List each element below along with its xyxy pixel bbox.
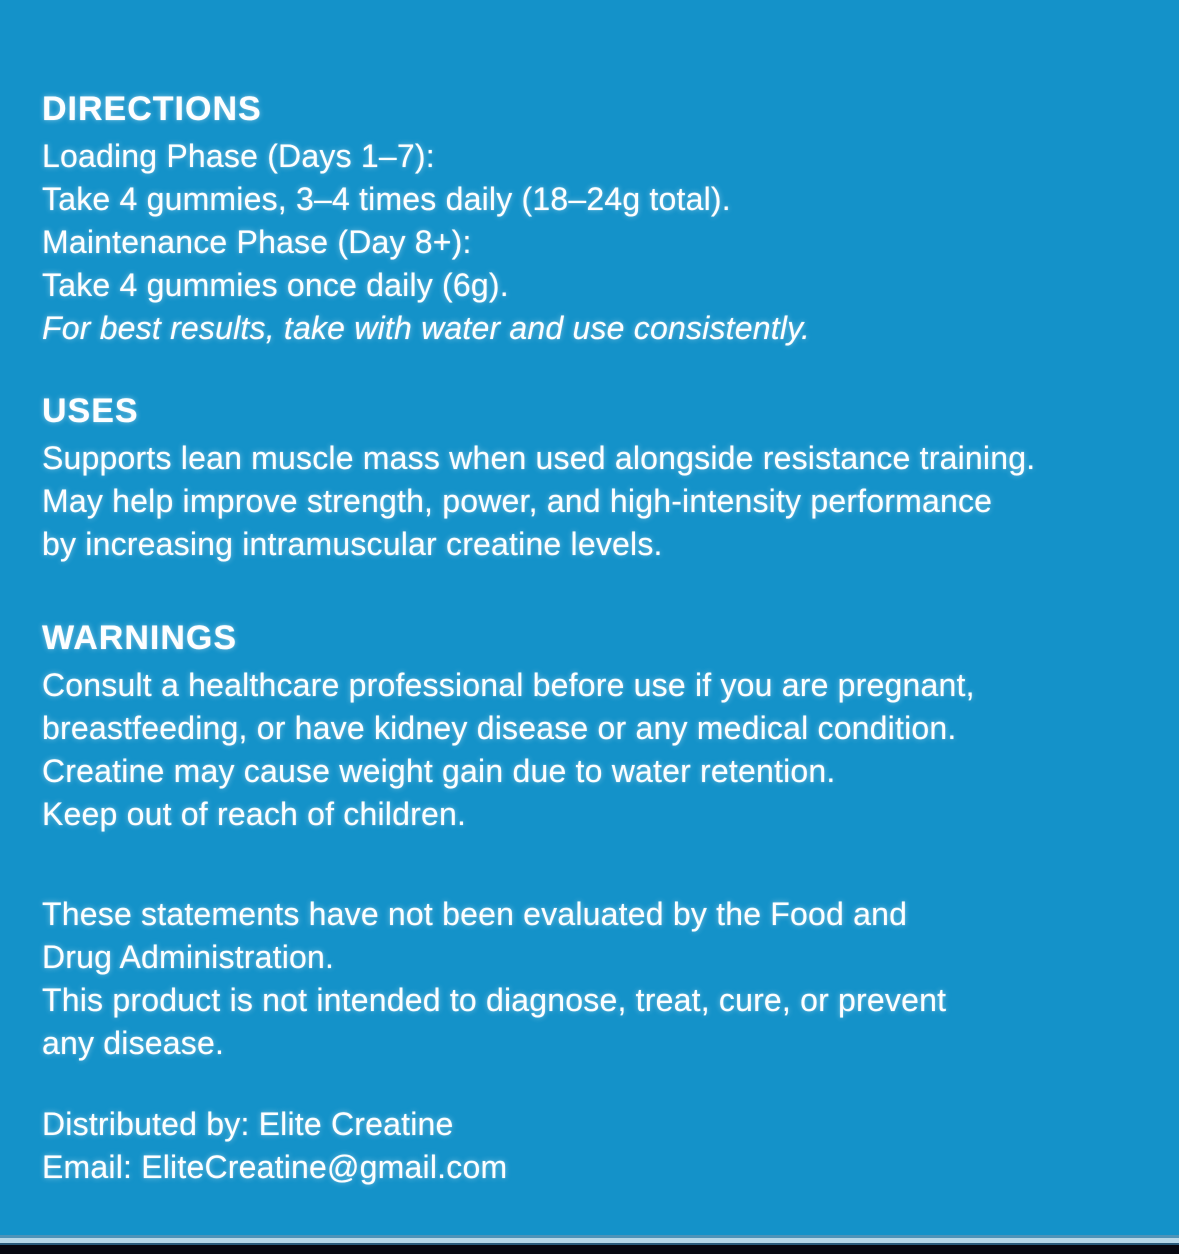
text-line: These statements have not been evaluated by the Food and bbox=[42, 896, 908, 932]
distribution-info bbox=[42, 1103, 1137, 1189]
text-line: by increasing intramuscular creatine levels. bbox=[42, 526, 663, 562]
directions-section bbox=[42, 88, 1137, 350]
text-line: Supports lean muscle mass when used alongside resistance training. bbox=[42, 440, 1036, 476]
warnings-section bbox=[42, 617, 1137, 836]
edge-black-bar bbox=[0, 1245, 1179, 1254]
text-line: Drug Administration. bbox=[42, 939, 335, 975]
text-line: Take 4 gummies once daily (6g). bbox=[42, 267, 509, 303]
text-line: Loading Phase (Days 1–7): bbox=[42, 138, 435, 174]
text-line: This product is not intended to diagnose, treat, cure, or prevent bbox=[42, 982, 947, 1018]
text-line: Creatine may cause weight gain due to water retention. bbox=[42, 753, 836, 789]
distributor-line: Distributed by: Elite Creatine bbox=[42, 1106, 454, 1142]
uses-section bbox=[42, 390, 1137, 566]
text-line: Take 4 gummies, 3–4 times daily (18–24g total). bbox=[42, 181, 731, 217]
text-line: breastfeeding, or have kidney disease or any medical condition. bbox=[42, 710, 957, 746]
uses-heading: USES bbox=[42, 392, 139, 430]
label-bottom-edge bbox=[0, 1235, 1179, 1254]
distributor-email-line: Email: EliteCreatine@gmail.com bbox=[42, 1149, 508, 1185]
text-line: any disease. bbox=[42, 1025, 225, 1061]
directions-heading: DIRECTIONS bbox=[42, 90, 262, 128]
text-line: Maintenance Phase (Day 8+): bbox=[42, 224, 472, 260]
fda-disclaimer bbox=[42, 893, 1137, 1065]
text-line: May help improve strength, power, and high-intensity performance bbox=[42, 483, 993, 519]
directions-note: For best results, take with water and use consistently. bbox=[42, 310, 811, 346]
text-line: Consult a healthcare professional before use if you are pregnant, bbox=[42, 667, 975, 703]
text-line: Keep out of reach of children. bbox=[42, 796, 467, 832]
warnings-heading: WARNINGS bbox=[42, 619, 237, 657]
